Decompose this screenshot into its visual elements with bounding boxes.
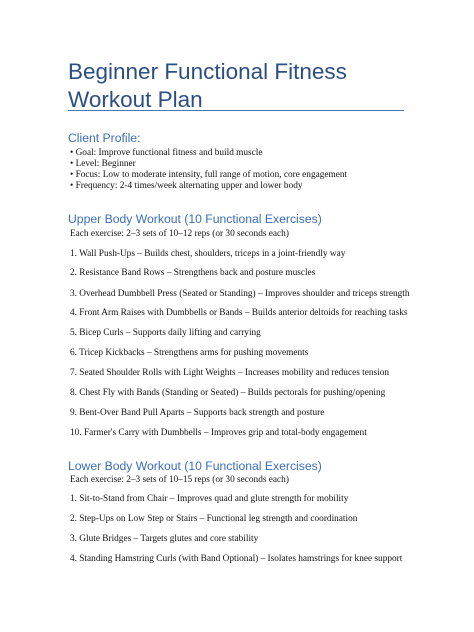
lower-body-heading: Lower Body Workout (10 Functional Exercises) (68, 459, 322, 473)
upper-exercise-item: 4. Front Arm Raises with Dumbbells or Bands – Builds anterior deltoids for reaching tasks (70, 308, 408, 318)
profile-item: • Goal: Improve functional fitness and build muscle (70, 148, 263, 158)
upper-exercise-item: 6. Tricep Kickbacks – Strengthens arms for pushing movements (70, 348, 309, 358)
upper-exercise-item: 9. Bent-Over Band Pull Aparts – Supports back strength and posture (70, 408, 325, 418)
upper-exercise-item: 3. Overhead Dumbbell Press (Seated or Standing) – Improves shoulder and triceps strength (70, 289, 410, 299)
document-title: Beginner Functional Fitness Workout Plan (68, 59, 347, 112)
upper-exercise-item: 8. Chest Fly with Bands (Standing or Seated) – Builds pectorals for pushing/opening (70, 388, 386, 398)
profile-item: • Level: Beginner (70, 159, 136, 169)
upper-body-intro: Each exercise: 2–3 sets of 10–12 reps (or 30 seconds each) (70, 229, 289, 239)
upper-exercise-item: 1. Wall Push-Ups – Builds chest, shoulders, triceps in a joint-friendly way (70, 249, 346, 259)
lower-exercise-item: 1. Sit-to-Stand from Chair – Improves quad and glute strength for mobility (70, 494, 349, 504)
client-profile-heading: Client Profile: (68, 131, 141, 145)
upper-exercise-item: 2. Resistance Band Rows – Strengthens back and posture muscles (70, 268, 316, 278)
lower-exercise-item: 3. Glute Bridges – Targets glutes and core stability (70, 534, 259, 544)
title-divider (68, 110, 404, 111)
lower-body-intro: Each exercise: 2–3 sets of 10–15 reps (or 30 seconds each) (70, 475, 289, 485)
upper-body-heading: Upper Body Workout (10 Functional Exercises) (68, 212, 322, 226)
upper-exercise-item: 7. Seated Shoulder Rolls with Light Weights – Increases mobility and reduces tension (70, 368, 389, 378)
profile-item: • Focus: Low to moderate intensity, full range of motion, core engagement (70, 170, 348, 180)
upper-exercise-item: 10. Farmer's Carry with Dumbbells – Improves grip and total-body engagement (70, 428, 367, 438)
lower-exercise-item: 2. Step-Ups on Low Step or Stairs – Functional leg strength and coordination (70, 514, 358, 524)
lower-exercise-item: 4. Standing Hamstring Curls (with Band Optional) – Isolates hamstrings for knee support (70, 554, 403, 564)
upper-exercise-item: 5. Bicep Curls – Supports daily lifting and carrying (70, 328, 261, 338)
profile-item: • Frequency: 2-4 times/week alternating upper and lower body (70, 181, 303, 191)
